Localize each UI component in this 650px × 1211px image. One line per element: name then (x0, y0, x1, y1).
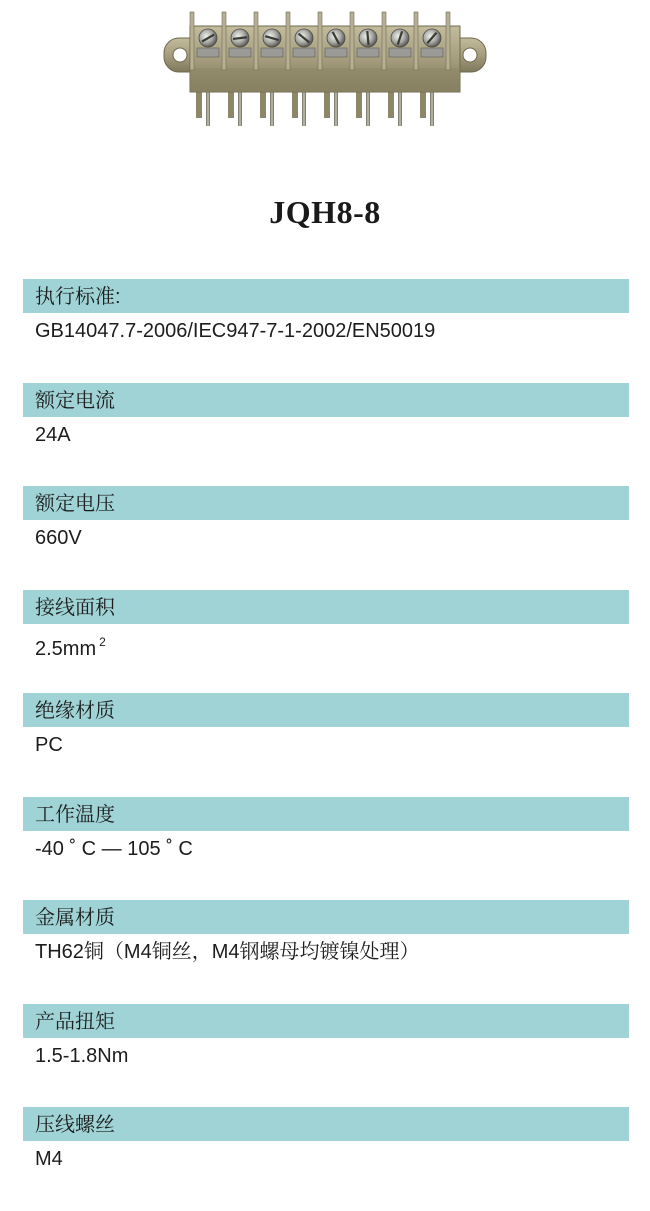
spec-label: 额定电流 (23, 383, 629, 417)
terminal-barrier (382, 12, 386, 70)
terminal-pin (430, 88, 434, 126)
spec-label: 产品扭矩 (23, 1004, 629, 1038)
spec-value-text: GB14047.7-2006/IEC947-7-1-2002/EN50019 (35, 320, 436, 342)
terminal-block-illustration (160, 6, 490, 130)
spec-value (23, 520, 629, 556)
spec-value-text: 1.5-1.8Nm (35, 1044, 129, 1067)
terminal-clamp (389, 48, 411, 57)
spec-label: 金属材质 (23, 900, 629, 934)
terminal-clamp (261, 48, 283, 57)
spec-item (23, 590, 629, 694)
spec-value (23, 1141, 629, 1177)
spec-value (23, 313, 629, 349)
terminal-barrier (190, 12, 194, 70)
spec-value-text: PC (35, 734, 63, 756)
terminal-barrier (318, 12, 322, 70)
spec-value-superscript: 2 (99, 634, 106, 649)
spec-item (23, 1004, 629, 1108)
spec-item (23, 900, 629, 1004)
spec-label: 执行标准: (23, 279, 629, 313)
spec-value (23, 934, 629, 970)
spec-value-text: -40 ˚ C — 105 ˚ C (35, 837, 193, 860)
terminal-clamp (325, 48, 347, 57)
terminal-clamp (421, 48, 443, 57)
terminal-barrier (286, 12, 290, 70)
spec-value (23, 727, 629, 763)
spec-value-text: M4 (35, 1148, 63, 1170)
terminal-pin (206, 88, 210, 126)
spec-label: 绝缘材质 (23, 693, 629, 727)
spec-item (23, 486, 629, 590)
spec-item (23, 1107, 629, 1211)
product-image (160, 6, 490, 130)
terminal-barrier (350, 12, 354, 70)
terminal-pin (366, 88, 370, 126)
terminal-barrier (222, 12, 226, 70)
spec-value-text: 2.5mm (35, 637, 97, 660)
product-title: JQH8-8 (269, 194, 381, 230)
terminal-clamp (229, 48, 251, 57)
spec-label: 压线螺丝 (23, 1107, 629, 1141)
spec-value (23, 624, 629, 660)
spec-item (23, 693, 629, 797)
spec-value-text: 660V (35, 527, 82, 549)
terminal-barrier (254, 12, 258, 70)
terminal-pin (270, 88, 274, 126)
spec-value-text: TH62铜（M4铜丝，M4钢螺母均镀镍处理） (35, 941, 420, 963)
spec-value (23, 831, 629, 867)
terminal-pin (334, 88, 338, 126)
spec-label: 额定电压 (23, 486, 629, 520)
spec-item (23, 797, 629, 901)
spec-list (23, 279, 629, 1211)
terminal-pin (398, 88, 402, 126)
terminal-clamp (357, 48, 379, 57)
terminal-clamp (197, 48, 219, 57)
spec-label: 工作温度 (23, 797, 629, 831)
terminal-clamp (293, 48, 315, 57)
mounting-hole-left (173, 48, 187, 62)
terminal-pin (302, 88, 306, 126)
terminal-pin (238, 88, 242, 126)
spec-label: 接线面积 (23, 590, 629, 624)
spec-value (23, 1038, 629, 1074)
spec-item (23, 279, 629, 383)
terminal-barrier (446, 12, 450, 70)
terminal-barrier (414, 12, 418, 70)
spec-item (23, 383, 629, 487)
terminal-body-shadow (190, 68, 460, 92)
spec-value (23, 417, 629, 453)
spec-value-text: 24A (35, 423, 71, 446)
mounting-hole-right (463, 48, 477, 62)
